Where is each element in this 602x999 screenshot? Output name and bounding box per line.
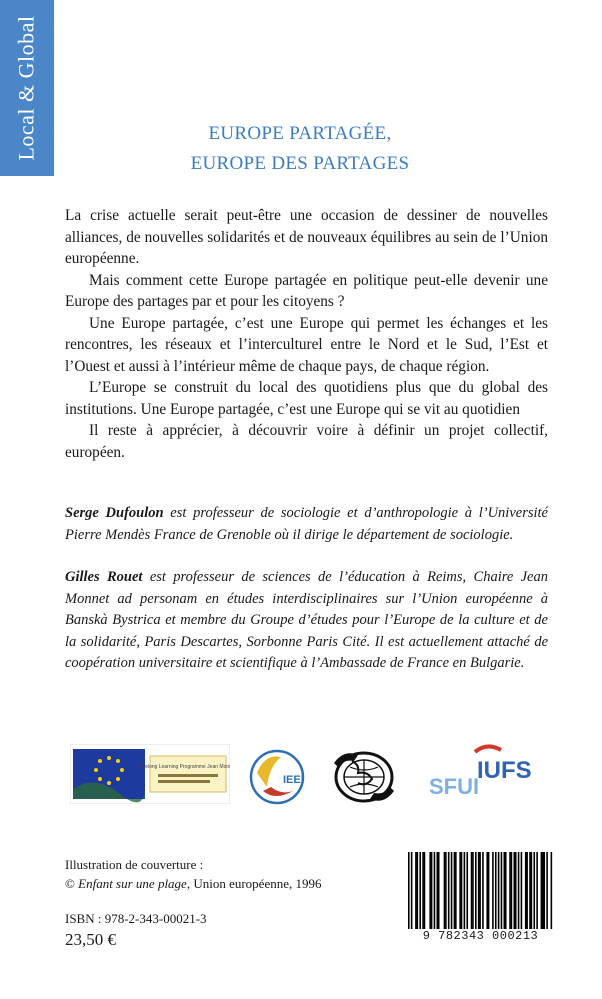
barcode-bar <box>526 852 528 930</box>
barcode-bar <box>501 852 503 930</box>
barcode-bar <box>495 852 497 930</box>
barcode-bar <box>429 852 431 930</box>
barcode-bar <box>415 852 417 930</box>
barcode-bar <box>479 852 481 930</box>
barcode-bar <box>417 852 419 930</box>
price: 23,50 € <box>65 930 116 949</box>
barcode-bar <box>408 852 410 930</box>
title-line-1: EUROPE PARTAGÉE, <box>208 123 392 144</box>
barcode-bar <box>434 852 436 930</box>
credit-work-title: Enfant sur une plage <box>78 876 187 891</box>
barcode-bar <box>445 852 447 930</box>
eu-jean-monnet-logo <box>70 744 230 804</box>
barcode-bar <box>509 852 511 930</box>
blurb-paragraph: L’Europe se construit du local des quotidiens plus que du global des institutions. Une Europe partagée, c’est une Europe qui se vit au quotidien <box>65 379 548 418</box>
author-bio-2 <box>65 567 548 675</box>
barcode-bar <box>515 852 517 930</box>
sfui-text: SFUI <box>429 774 480 799</box>
barcode-bar <box>471 852 473 930</box>
barcode-bar <box>461 852 463 930</box>
barcode-bar <box>475 852 477 930</box>
barcode-bar <box>437 852 439 930</box>
ieei-text: IEEI <box>283 774 304 786</box>
barcode-bar <box>511 852 513 930</box>
author-name: Gilles Rouet <box>65 569 143 585</box>
barcode-bar <box>492 852 494 930</box>
eu-logo-label: Lifelong Learning Programme Jean Monnet <box>139 764 230 770</box>
globe-logo <box>328 743 400 809</box>
isbn: ISBN : 978-2-343-00021-3 <box>65 911 207 926</box>
barcode-bar <box>444 852 446 930</box>
cover-credit <box>65 855 322 893</box>
blurb-paragraph: Une Europe partagée, c’est une Europe qui permet les échanges et les rencontres, les réseaux et l’interculturel entre le Nord et le Sud, l’Est et l’Ouest et aussi à l’intérieur même de chaque pays, de chaque région. <box>65 314 548 375</box>
blurb <box>65 205 548 463</box>
credit-line-1: Illustration de couverture : <box>65 857 204 872</box>
author-bio-text: est professeur de sociologie et d’anthropologie à l’Université Pierre Mendès France de Grenoble où il dirige le département de sociologie. <box>65 505 548 543</box>
author-bio-text: est professeur de sciences de l’éducation à Reims, Chaire Jean Monnet ad personam en études interdisciplinaires sur l’Union européenne à Banskà Bystrica et membre du Groupe d’études pour l’Europe de la culture et de la solidarité, Paris Descartes, Sorbonne Paris Cité. Il est actuellement attaché de coopération universitaire et scientifique à l’Ambassade de France en Bulgarie. <box>65 569 548 671</box>
barcode-bar <box>542 852 544 930</box>
series-band <box>0 0 54 176</box>
barcode-bar <box>541 852 543 930</box>
barcode-bar <box>454 852 456 930</box>
barcode-bar <box>411 852 413 930</box>
barcode-bar <box>478 852 480 930</box>
barcode-bar <box>419 852 421 930</box>
blurb-paragraph: Il reste à apprécier, à découvrir voire à définir un projet collectif, européen. <box>65 422 548 461</box>
barcode-bar <box>482 852 484 930</box>
partner-logos <box>0 738 602 818</box>
barcode-bar <box>504 852 506 930</box>
credit-rest: , Union européenne, 1996 <box>186 876 322 891</box>
ieei-logo <box>247 743 311 809</box>
barcode-bar <box>533 852 535 930</box>
barcode-bar <box>472 852 474 930</box>
barcode-bar <box>546 852 548 930</box>
barcode-bar <box>536 852 538 930</box>
barcode-bar <box>521 852 523 930</box>
credit-line-2 <box>65 874 322 893</box>
barcode-bar <box>514 852 516 930</box>
barcode-number: 9 782343 000213 <box>408 929 553 943</box>
author-name: Serge Dufoulon <box>65 505 164 521</box>
barcode-bar <box>505 852 507 930</box>
barcode-bar <box>438 852 440 930</box>
barcode-bar <box>488 852 490 930</box>
title-line-2: EUROPE DES PARTAGES <box>190 153 410 174</box>
barcode-bar <box>424 852 426 930</box>
barcode-bar <box>529 852 531 930</box>
series-label: Local & Global <box>14 15 40 161</box>
barcode-bar <box>459 852 461 930</box>
barcode-bar <box>451 852 453 930</box>
blurb-paragraph: Mais comment cette Europe partagée en politique peut-elle devenir une Europe des partages par et pour les citoyens ? <box>65 271 548 310</box>
blurb-paragraph: La crise actuelle serait peut-être une occasion de dessiner de nouvelles alliances, de nouvelles solidarités et de nouveaux équilibres au sein de l’Union européenne. <box>65 207 548 267</box>
barcode-bar <box>498 852 500 930</box>
author-bio-1 <box>65 503 548 546</box>
barcode-bar <box>525 852 527 930</box>
sfui-iufs-logo <box>427 742 542 812</box>
barcode-bar <box>543 852 545 930</box>
iufs-text: IUFS <box>477 757 532 784</box>
barcode-bar <box>422 852 424 930</box>
barcode-bar <box>466 852 468 930</box>
barcode-bar <box>464 852 466 930</box>
copyright-symbol: © <box>65 876 75 891</box>
barcode-bar <box>455 852 457 930</box>
barcode-bar <box>551 852 553 930</box>
barcode-bar <box>518 852 520 930</box>
barcode-bar <box>531 852 533 930</box>
book-title <box>120 119 480 179</box>
barcode-bar <box>448 852 450 930</box>
barcode-bar <box>486 852 488 930</box>
barcode-bar <box>431 852 433 930</box>
